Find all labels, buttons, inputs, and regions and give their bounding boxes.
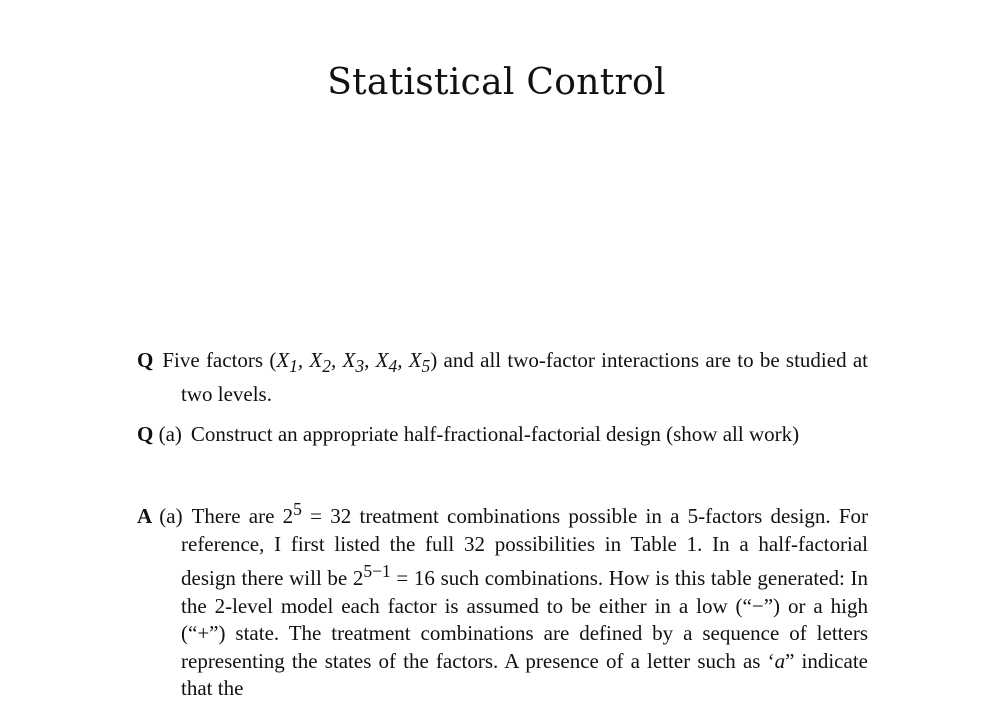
question-a-text: Construct an appropriate half-fractional-factorial design (show all work) xyxy=(190,422,800,446)
answer-text-4: ” indicate that the xyxy=(181,648,868,700)
letter-a: a xyxy=(774,648,786,673)
question-a-label: Q (a) xyxy=(137,422,182,446)
answer-text-3: = 16 such combinations. How is this table generated: In the 2-level model each factor is assumed to be either in a low (“−”) or a high (“+”) state. The treatment combinations are defined by a sequence of letters representing the states of the factors. A presence of a letter such as ‘ xyxy=(181,566,868,673)
exponent-2: 5−1 xyxy=(363,561,391,581)
question-block xyxy=(137,347,868,408)
answer-text-1: There are 2 xyxy=(191,504,294,528)
question-text-start: Five factors ( xyxy=(162,348,277,372)
exponent-1: 5 xyxy=(293,499,302,519)
answer-a-block xyxy=(137,496,868,703)
factor-list: $X_1$, $X_2$, $X_3$, $X_4$, $X_5$ xyxy=(276,348,431,377)
answer-a-label: A (a) xyxy=(137,504,183,528)
page-title: Statistical Control xyxy=(327,62,666,103)
question-text-end: ) and all two-factor interactions are to be studied at two levels. xyxy=(181,348,869,406)
question-a-block xyxy=(137,421,868,449)
answer-text-2: = 32 treatment combinations possible in a 5-factors design. For reference, I first listed the full 32 possibilities in Table 1. In a half-factorial design there will be 2 xyxy=(181,504,869,590)
question-label: Q xyxy=(137,348,154,372)
